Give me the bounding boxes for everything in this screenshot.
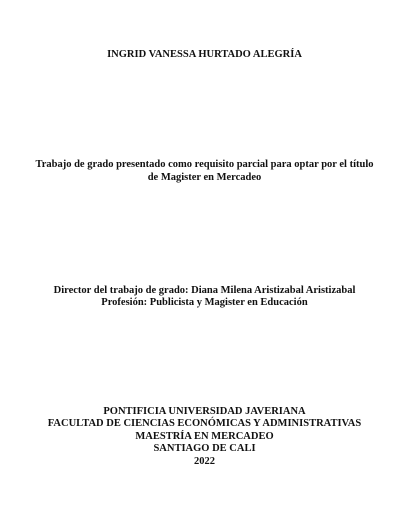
purpose-line-1: Trabajo de grado presentado como requisito parcial para optar por el título: [35, 159, 374, 170]
author-name: INGRID VANESSA HURTADO ALEGRÍA: [107, 49, 302, 60]
city-name: SANTIAGO DE CALI: [153, 443, 256, 454]
university-name: PONTIFICIA UNIVERSIDAD JAVERIANA: [103, 406, 306, 417]
director-line: Director del trabajo de grado: Diana Milena Aristizabal Aristizabal: [53, 285, 356, 296]
purpose-line-2: de Magister en Mercadeo: [147, 172, 262, 183]
year: 2022: [194, 456, 215, 467]
program-name: MAESTRÍA EN MERCADEO: [135, 431, 274, 442]
faculty-name: FACULTAD DE CIENCIAS ECONÓMICAS Y ADMINISTRATIVAS: [47, 418, 362, 429]
profession-line: Profesión: Publicista y Magister en Educación: [101, 297, 308, 308]
